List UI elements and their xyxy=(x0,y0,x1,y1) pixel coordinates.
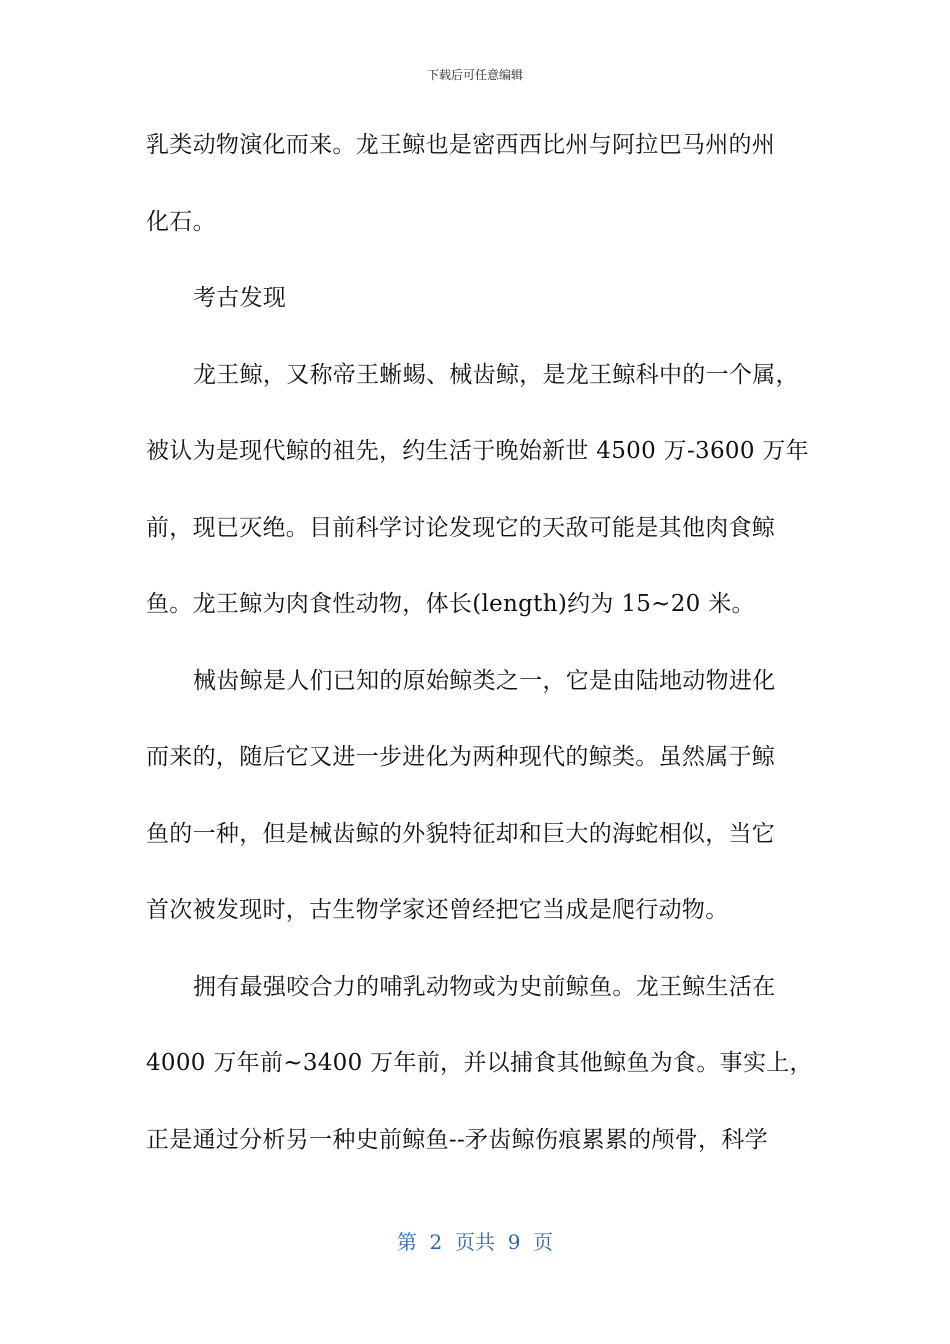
text-line: 鱼。龙王鲸为肉食性动物，体长(length)约为 15~20 米。 xyxy=(146,591,755,617)
section-heading: 考古发现 xyxy=(193,285,287,311)
text-line: 首次被发现时，古生物学家还曾经把它当成是爬行动物。 xyxy=(146,897,729,923)
text-line: 化石。 xyxy=(146,208,216,235)
text-line: 拥有最强咬合力的哺乳动物或为史前鲸鱼。龙王鲸生活在 xyxy=(193,973,776,1000)
document-body xyxy=(146,126,813,1197)
text-line: 鱼的一种，但是械齿鲸的外貌特征却和巨大的海蛇相似，当它 xyxy=(146,820,776,847)
text-line: 而来的，随后它又进一步进化为两种现代的鲸类。虽然属于鲸 xyxy=(146,744,776,770)
text-line: 4000 万年前~3400 万年前，并以捕食其他鲸鱼为食。事实上， xyxy=(146,1050,813,1076)
text-line: 龙王鲸，又称帝王蜥蜴、械齿鲸，是龙王鲸科中的一个属， xyxy=(193,361,799,388)
text-line: 被认为是现代鲸的祖先，约生活于晚始新世 4500 万-3600 万年 xyxy=(146,438,809,464)
text-line: 乳类动物演化而来。龙王鲸也是密西西比州与阿拉巴马州的州 xyxy=(146,132,776,158)
page-number-footer: 第 2 页共 9 页 xyxy=(396,1230,554,1254)
page-header: 下载后可任意编辑 xyxy=(426,68,523,82)
text-line: 正是通过分析另一种史前鲸鱼--矛齿鲸伤痕累累的颅骨，科学 xyxy=(146,1126,768,1153)
text-line: 械齿鲸是人们已知的原始鲸类之一，它是由陆地动物进化 xyxy=(193,667,776,694)
text-line: 前，现已灭绝。目前科学讨论发现它的天敌可能是其他肉食鲸 xyxy=(146,514,776,541)
